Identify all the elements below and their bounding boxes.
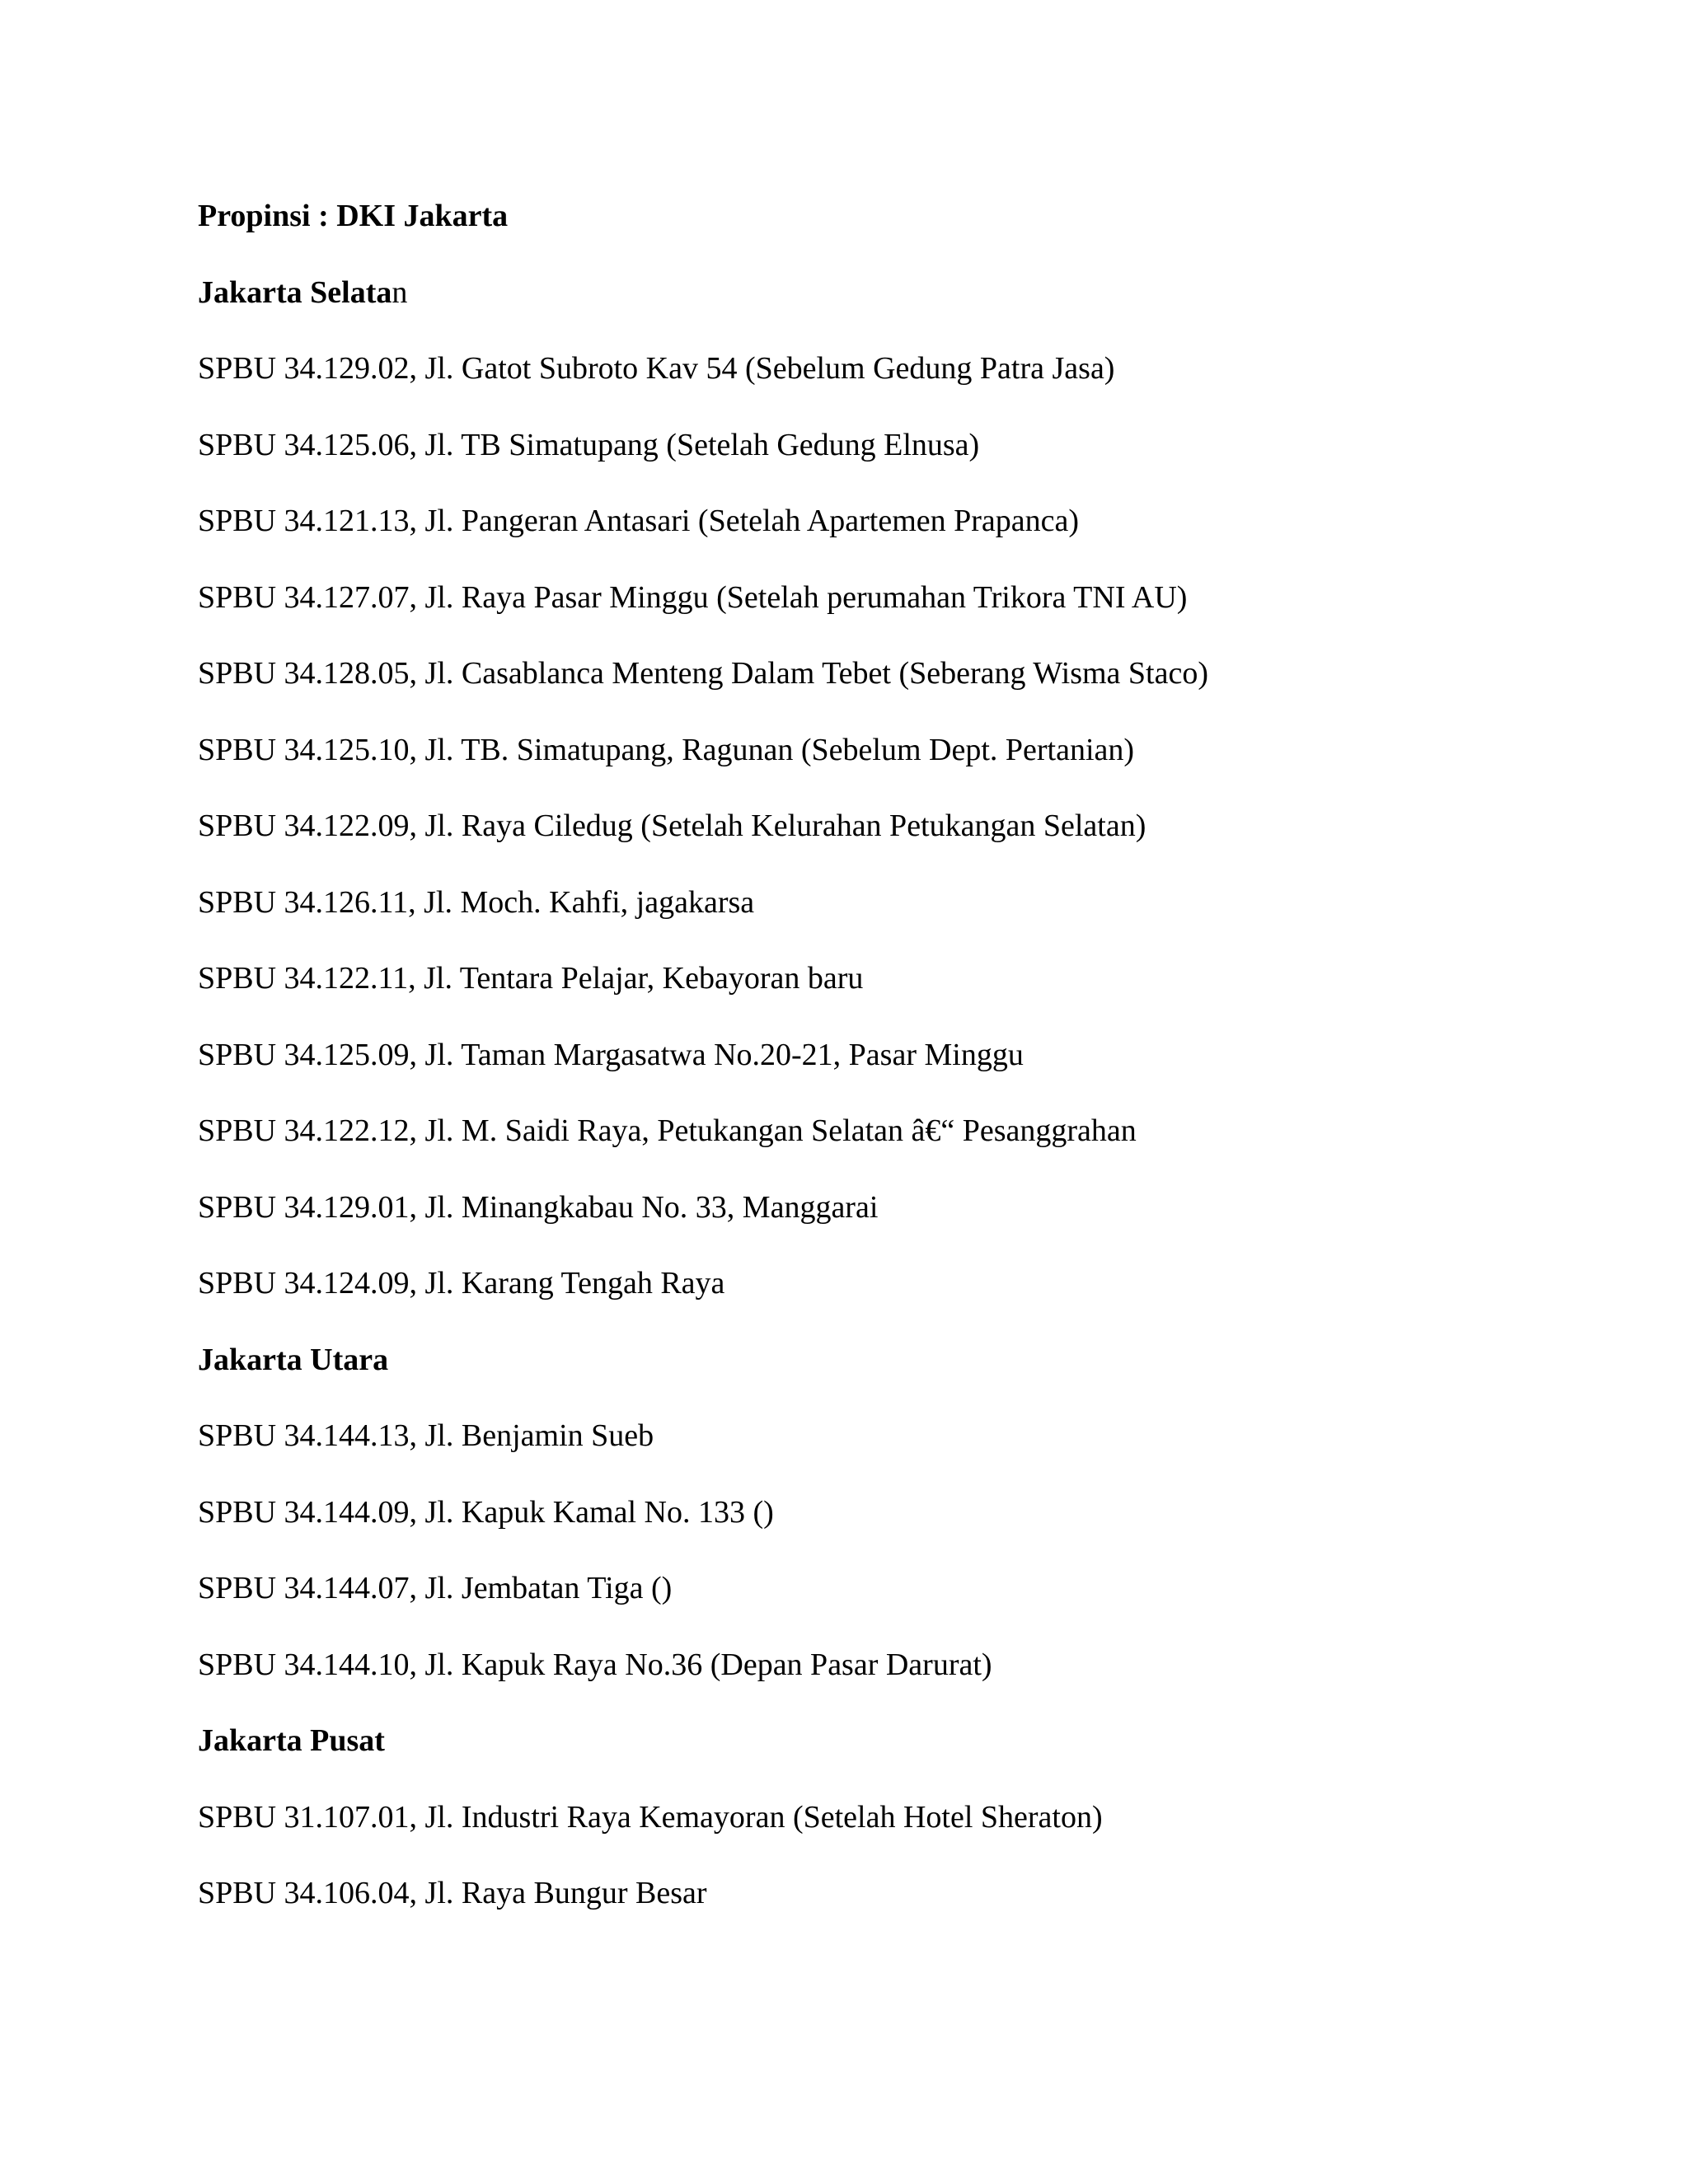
list-item: SPBU 34.128.05, Jl. Casablanca Menteng Dalam Tebet (Seberang Wisma Staco): [198, 656, 1209, 691]
section-heading-tail: n: [392, 274, 408, 310]
province-heading: Propinsi : DKI Jakarta: [198, 199, 509, 233]
list-item: SPBU 34.122.11, Jl. Tentara Pelajar, Kebayoran baru: [198, 961, 864, 996]
list-item: SPBU 34.106.04, Jl. Raya Bungur Besar: [198, 1876, 707, 1910]
section-heading-jakarta-pusat: Jakarta Pusat: [198, 1723, 385, 1758]
list-item: SPBU 34.124.09, Jl. Karang Tengah Raya: [198, 1266, 725, 1301]
list-item: SPBU 34.129.02, Jl. Gatot Subroto Kav 54 (Sebelum Gedung Patra Jasa): [198, 351, 1115, 386]
section-heading-jakarta-selatan: [198, 268, 1599, 344]
list-item: SPBU 34.125.10, Jl. TB. Simatupang, Ragunan (Sebelum Dept. Pertanian): [198, 732, 1135, 767]
section-heading-text: Jakarta Selata: [198, 274, 392, 310]
list-item: SPBU 31.107.01, Jl. Industri Raya Kemayoran (Setelah Hotel Sheraton): [198, 1799, 1103, 1835]
list-item: SPBU 34.126.11, Jl. Moch. Kahfi, jagakarsa: [198, 884, 755, 920]
list-item: SPBU 34.129.01, Jl. Minangkabau No. 33, Manggarai: [198, 1189, 879, 1225]
list-item: SPBU 34.144.10, Jl. Kapuk Raya No.36 (Depan Pasar Darurat): [198, 1647, 992, 1682]
list-item: SPBU 34.144.09, Jl. Kapuk Kamal No. 133 (): [198, 1494, 774, 1530]
section-heading-jakarta-utara: Jakarta Utara: [198, 1342, 389, 1377]
list-item: SPBU 34.122.09, Jl. Raya Ciledug (Setelah Kelurahan Petukangan Selatan): [198, 808, 1146, 843]
list-item: SPBU 34.144.13, Jl. Benjamin Sueb: [198, 1418, 654, 1453]
list-item: SPBU 34.127.07, Jl. Raya Pasar Minggu (Setelah perumahan Trikora TNI AU): [198, 579, 1188, 615]
list-item: SPBU 34.125.09, Jl. Taman Margasatwa No.20-21, Pasar Minggu: [198, 1037, 1024, 1072]
list-item: SPBU 34.121.13, Jl. Pangeran Antasari (Setelah Apartemen Prapanca): [198, 504, 1080, 538]
list-item: SPBU 34.144.07, Jl. Jembatan Tiga (): [198, 1571, 673, 1605]
list-item: SPBU 34.122.12, Jl. M. Saidi Raya, Petukangan Selatan â€“ Pesanggrahan: [198, 1113, 1137, 1148]
list-item: SPBU 34.125.06, Jl. TB Simatupang (Setelah Gedung Elnusa): [198, 427, 980, 462]
document-body: [198, 191, 1599, 1945]
